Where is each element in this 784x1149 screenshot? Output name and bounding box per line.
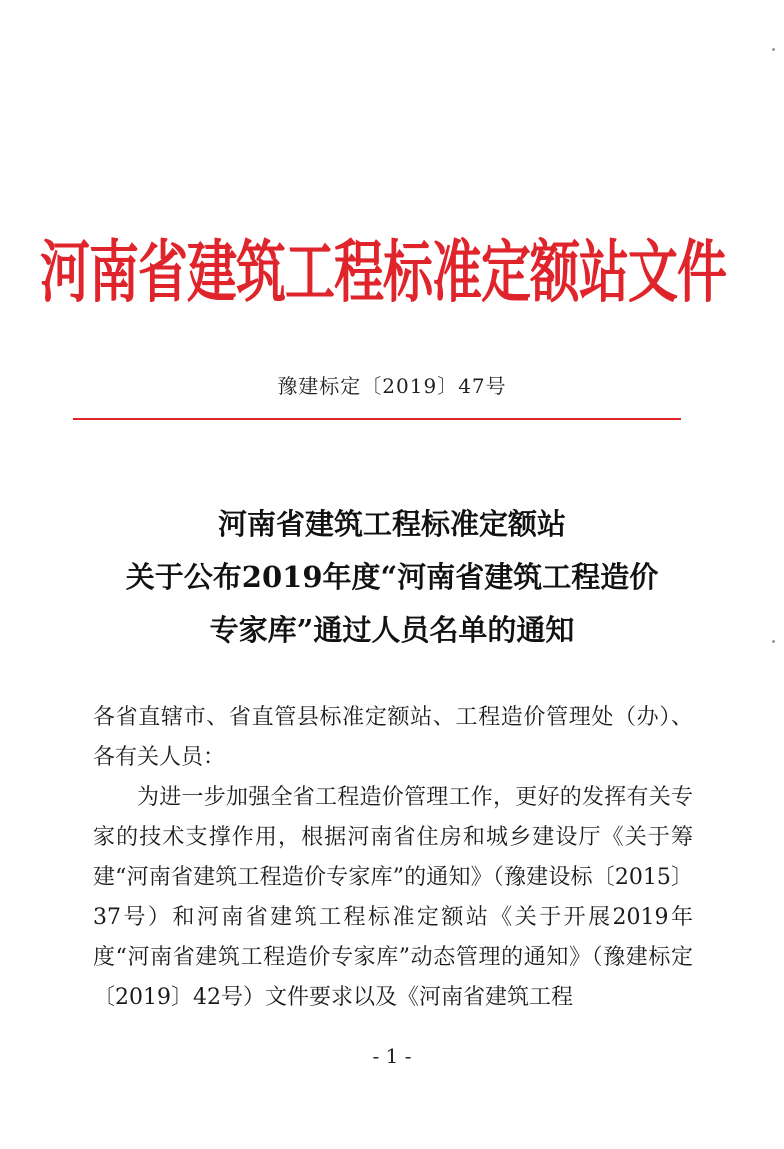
red-divider-line (73, 418, 681, 420)
salutation: 各省直辖市、省直管县标准定额站、工程造价管理处（办）、各有关人员： (93, 705, 693, 770)
masthead (40, 222, 726, 312)
title-line-1: 河南省建筑工程标准定额站 (217, 507, 566, 541)
document-number: 豫建标定〔2019〕47号 (277, 374, 507, 398)
scan-speck (772, 48, 775, 51)
title-line-2: 关于公布2019年度“河南省建筑工程造价 (125, 560, 659, 594)
body-paragraph: 为进一步加强全省工程造价管理工作，更好的发挥有关专家的技术支撑作用，根据河南省住房和城乡建设厅《关于筹建“河南省建筑工程造价专家库”的通知》（豫建设标〔2015〕37号）和河南省建筑工程标准定额站《关于开展2019年度“河南省建筑工程造价专家库”动态管理的通知》（豫建标定〔2019〕42号）文件要求以及《河南省建筑工程 (93, 785, 693, 1010)
scan-speck (772, 640, 775, 643)
page-number: - 1 - (372, 1044, 412, 1068)
title-line-3: 专家库”通过人员名单的通知 (209, 613, 575, 647)
masthead-title: 河南省建筑工程标准定额站文件 (40, 233, 726, 312)
notice-body (93, 698, 693, 1018)
notice-title (60, 498, 724, 657)
